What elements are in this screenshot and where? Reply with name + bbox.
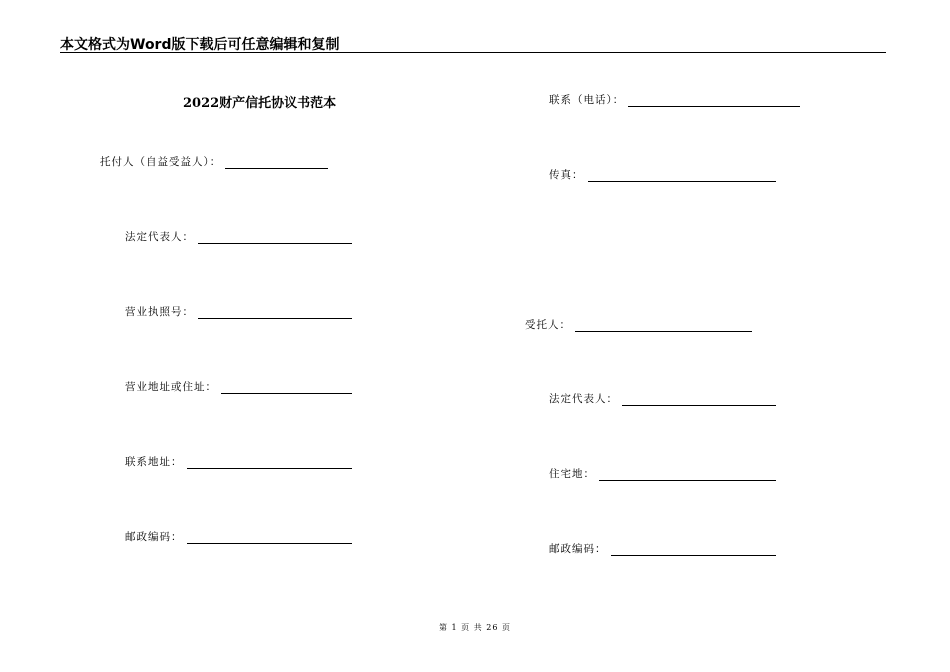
field-trustee-postal-code [549,540,776,556]
field-business-address [125,378,352,394]
fill-in-line[interactable] [187,532,353,544]
document-banner: 本文格式为Word版下载后可任意编辑和复制 [60,37,340,53]
field-label: 营业执照号： [125,306,194,318]
fill-in-line[interactable] [628,95,800,107]
fill-in-line[interactable] [225,157,328,169]
fill-in-line[interactable] [575,320,752,332]
field-postal-code [125,528,352,544]
field-label: 法定代表人： [125,231,194,243]
field-legal-representative [125,228,352,244]
fill-in-line[interactable] [611,544,777,556]
field-contact-phone [549,91,800,107]
field-trustee [525,316,752,332]
field-fax [549,166,776,182]
fill-in-line[interactable] [198,307,352,319]
field-label: 邮政编码： [125,531,183,543]
fill-in-line[interactable] [622,394,776,406]
field-label: 托付人（自益受益人）： [100,156,222,168]
field-label: 传真： [549,169,584,181]
page-number: 第 1 页 共 26 页 [439,623,511,632]
field-business-license [125,303,352,319]
fill-in-line[interactable] [599,469,776,481]
fill-in-line[interactable] [588,170,777,182]
field-label: 法定代表人： [549,393,618,405]
field-label: 联系地址： [125,456,183,468]
fill-in-line[interactable] [187,457,353,469]
field-trustor [100,153,328,169]
document-title: 2022财产信托协议书范本 [183,96,337,111]
field-contact-address [125,453,352,469]
field-label: 联系（电话）： [549,94,625,106]
field-trustee-legal-representative [549,390,776,406]
field-label: 营业地址或住址： [125,381,217,393]
fill-in-line[interactable] [198,232,352,244]
fill-in-line[interactable] [221,382,352,394]
field-residence [549,465,776,481]
field-label: 邮政编码： [549,543,607,555]
field-label: 住宅地： [549,468,595,480]
banner-divider [60,52,886,53]
field-label: 受托人： [525,319,571,331]
